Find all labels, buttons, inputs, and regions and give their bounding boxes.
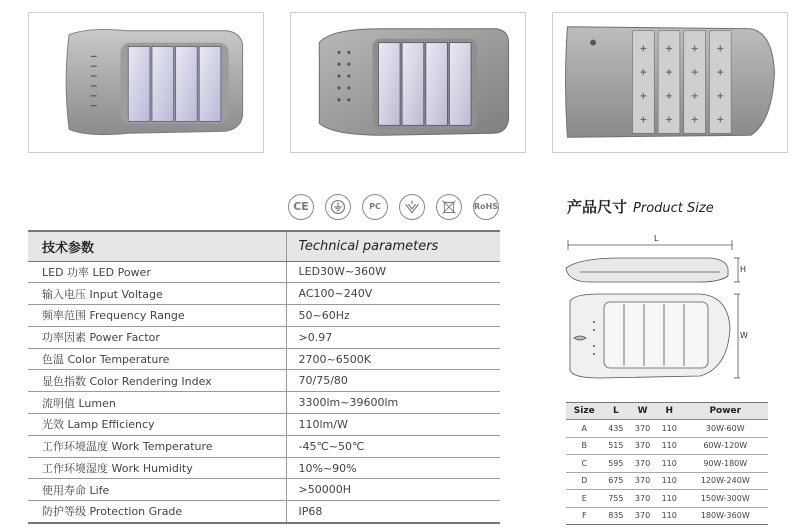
spec-value: AC100~240V: [286, 283, 500, 305]
product-size-title-en: Product Size: [633, 201, 714, 216]
spec-value: >0.97: [286, 326, 500, 348]
ground-symbol-icon: [325, 194, 351, 220]
size-row: [566, 437, 768, 455]
size-col-power: Power: [683, 403, 768, 420]
spec-row: [28, 501, 500, 523]
street-light-front-illustration: [29, 13, 263, 152]
size-cell-l: 835: [603, 507, 630, 525]
product-size-title-cn: 产品尺寸: [567, 198, 628, 216]
ce-mark-icon: [288, 194, 314, 220]
size-cell-w: 370: [629, 420, 656, 438]
size-cell-h: 110: [656, 507, 683, 525]
spec-label: 频率范围 Frequency Range: [28, 305, 286, 327]
spec-row: [28, 261, 500, 283]
spec-value: >50000H: [286, 479, 500, 501]
size-cell-size: E: [566, 490, 603, 508]
spec-row: [28, 414, 500, 436]
spec-label: 工作环境温度 Work Temperature: [28, 435, 286, 457]
size-cell-h: 110: [656, 455, 683, 473]
size-cell-power: 90W-180W: [683, 455, 768, 473]
spec-label: 显色指数 Color Rendering Index: [28, 370, 286, 392]
spec-value: -45℃~50℃: [286, 435, 500, 457]
size-cell-power: 30W-60W: [683, 420, 768, 438]
dimension-drawing: [560, 228, 760, 396]
street-light-angled-illustration: [291, 13, 525, 152]
spec-row: [28, 283, 500, 305]
spec-label: LED 功率 LED Power: [28, 261, 286, 283]
spec-value: 70/75/80: [286, 370, 500, 392]
dimension-label-width: W: [740, 331, 748, 340]
size-cell-h: 110: [656, 420, 683, 438]
dimension-label-height: H: [740, 265, 747, 274]
size-cell-l: 755: [603, 490, 630, 508]
size-row: [566, 490, 768, 508]
spec-label: 色温 Color Temperature: [28, 348, 286, 370]
size-cell-w: 370: [629, 472, 656, 490]
spec-value: IP68: [286, 501, 500, 523]
spec-label: 输入电压 Input Voltage: [28, 283, 286, 305]
size-cell-power: 180W-360W: [683, 507, 768, 525]
size-cell-w: 370: [629, 437, 656, 455]
size-col-h: H: [656, 403, 683, 420]
product-size-title: [567, 196, 714, 217]
tuv-mark-icon: [399, 194, 425, 220]
size-cell-power: 120W-240W: [683, 472, 768, 490]
spec-row: [28, 392, 500, 414]
spec-row: [28, 348, 500, 370]
spec-value: 10%~90%: [286, 457, 500, 479]
size-cell-w: 370: [629, 490, 656, 508]
spec-value: LED30W~360W: [286, 261, 500, 283]
size-row: [566, 472, 768, 490]
spec-table-header: [28, 231, 500, 261]
spec-row: [28, 435, 500, 457]
size-cell-w: 370: [629, 507, 656, 525]
side-view-outline: [566, 258, 728, 282]
size-table-header: [566, 403, 768, 420]
spec-value: 50~60Hz: [286, 305, 500, 327]
size-row: [566, 455, 768, 473]
spec-header-en: Technical parameters: [286, 231, 500, 261]
size-cell-h: 110: [656, 472, 683, 490]
size-col-l: L: [603, 403, 630, 420]
size-cell-power: 60W-120W: [683, 437, 768, 455]
spec-label: 工作环境湿度 Work Humidity: [28, 457, 286, 479]
spec-row: [28, 326, 500, 348]
size-cell-l: 515: [603, 437, 630, 455]
spec-label: 光效 Lamp Efficiency: [28, 414, 286, 436]
size-cell-l: 595: [603, 455, 630, 473]
spec-value: 3300lm~39600lm: [286, 392, 500, 414]
street-light-back-illustration: [553, 13, 787, 152]
certification-marks: [288, 194, 500, 220]
size-col-w: W: [629, 403, 656, 420]
pc-mark-text: PC: [369, 202, 381, 211]
pc-mark-icon: [362, 194, 388, 220]
product-photo-angled: [290, 12, 526, 153]
size-col-size: Size: [566, 403, 603, 420]
technical-parameters-table: [28, 230, 500, 524]
product-photo-front: [28, 12, 264, 153]
ce-mark-text: CE: [293, 200, 309, 213]
weee-bin-icon: [436, 194, 462, 220]
spec-label: 防护等级 Protection Grade: [28, 501, 286, 523]
size-cell-h: 110: [656, 437, 683, 455]
product-photo-back: [552, 12, 788, 153]
spec-header-cn: 技术参数: [28, 231, 286, 261]
dimension-label-length: L: [654, 234, 659, 243]
size-cell-size: F: [566, 507, 603, 525]
spec-value: 2700~6500K: [286, 348, 500, 370]
spec-value: 110lm/W: [286, 414, 500, 436]
spec-row: [28, 457, 500, 479]
spec-row: [28, 370, 500, 392]
spec-label: 功率因素 Power Factor: [28, 326, 286, 348]
spec-label: 流明值 Lumen: [28, 392, 286, 414]
product-size-table: [566, 402, 768, 525]
size-cell-l: 435: [603, 420, 630, 438]
rohs-mark-text: RoHS: [474, 202, 499, 211]
rohs-mark-icon: [473, 194, 499, 220]
size-row: [566, 420, 768, 438]
size-row: [566, 507, 768, 525]
size-cell-size: A: [566, 420, 603, 438]
size-cell-h: 110: [656, 490, 683, 508]
spec-label: 使用寿命 Life: [28, 479, 286, 501]
size-cell-l: 675: [603, 472, 630, 490]
size-cell-power: 150W-300W: [683, 490, 768, 508]
size-cell-w: 370: [629, 455, 656, 473]
size-cell-size: D: [566, 472, 603, 490]
spec-row: [28, 305, 500, 327]
spec-row: [28, 479, 500, 501]
size-cell-size: C: [566, 455, 603, 473]
size-cell-size: B: [566, 437, 603, 455]
